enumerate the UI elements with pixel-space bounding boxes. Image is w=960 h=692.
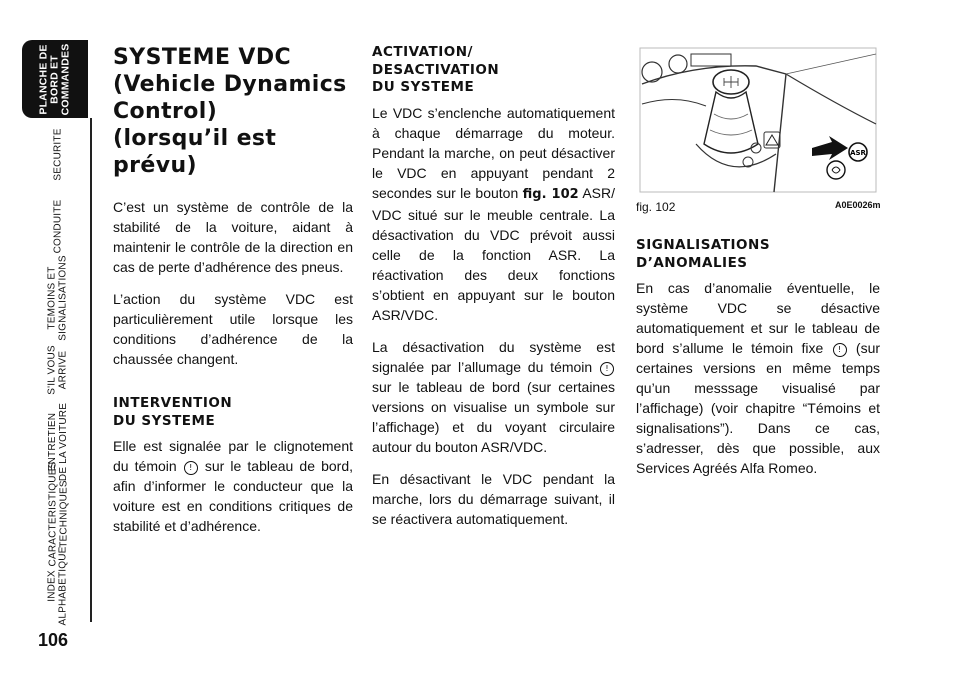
tab-caracteristiques[interactable]: [26, 461, 92, 567]
page-title: [113, 44, 353, 179]
anomaly-paragraph: [636, 278, 880, 478]
heading-line: INTERVENTION: [113, 395, 233, 411]
tab-sil-vous-arrive[interactable]: [26, 334, 92, 406]
heading-line: ACTIVATION/: [372, 44, 473, 60]
text-run: La désactivation du système est signalée par l’allumage du témoin: [372, 338, 615, 375]
text-run: En cas d’anomalie éventuelle, le système VDC se désactive automatiquement et sur le tableau de bord s’allume le témoin fixe: [636, 280, 880, 356]
heading-line: D’ANOMALIES: [636, 254, 748, 271]
column-1: [113, 44, 353, 548]
tab-conduite[interactable]: [26, 190, 92, 262]
text-run: ASR/ VDC situé sur le meuble centrale. La désactivation du VDC prévoit aussi celle de la fonction ASR. La réactivation des deux fonctions s’obtient en appuyant sur le bouton ASR/VDC.: [372, 184, 616, 323]
tab-planche-de-bord[interactable]: [22, 40, 88, 118]
figure-caption: fig. 102: [636, 200, 676, 214]
text-run: (sur certaines versions en même temps qu’un messsage visualisé par l’affichage) (voir chapitre “Témoins et signalisations”). Dans ce cas, s’adresser, dès que possible, aux Services Agréés Alfa Romeo.: [636, 340, 881, 476]
vdc-warning-icon: !: [833, 343, 847, 357]
title-line: Control): [113, 99, 218, 124]
figure-reference[interactable]: fig. 102: [522, 186, 579, 202]
title-line: SYSTEME VDC: [113, 45, 292, 70]
text-run: Le VDC s’enclenche automatiquement à chaque démarrage du moteur. Pendant la marche, on peut désactiver le VDC en appuyant pendant 2 secondes sur le bouton: [372, 104, 615, 201]
tab-temoins[interactable]: [26, 255, 92, 341]
vdc-warning-icon: !: [600, 362, 614, 376]
tab-label: S'IL VOUS ARRIVE: [47, 345, 69, 395]
deactivation-paragraph: [372, 337, 615, 457]
intervention-heading: [113, 395, 353, 430]
intro-paragraph: C’est un système de contrôle de la stabilité de la voiture, aidant à maintenir le contrôle de la direction en cas de perte d’adhérence des pneus.: [113, 199, 353, 275]
figure-102: [636, 44, 880, 196]
console-illustration: [636, 44, 880, 196]
tab-securite[interactable]: [26, 118, 92, 190]
tab-label: TEMOINS ET SIGNALISATIONS: [47, 255, 70, 341]
title-line: (Vehicle Dynamics: [113, 72, 347, 97]
signalisation-heading: [636, 237, 880, 272]
heading-line: DU SYSTEME: [113, 412, 216, 429]
column-2: [372, 44, 615, 541]
heading-line: DU SYSTEME: [372, 79, 475, 95]
text-run: sur le tableau de bord, afin d’informer le conducteur que la voiture est en conditions critiques de stabilité et d’adhérence.: [113, 458, 353, 534]
heading-line: DESACTIVATION: [372, 61, 500, 78]
tab-label: CARACTERISTIQUES TECHNIQUES: [47, 461, 70, 567]
vdc-warning-icon: !: [184, 461, 198, 475]
tab-label: CONDUITE: [52, 199, 64, 253]
column-3: [636, 237, 880, 490]
title-line: (lorsqu’il est prévu): [113, 126, 277, 178]
tab-label: ENTRETIEN DE LA VOITURE: [47, 402, 69, 482]
text-run: Elle est signalée par le clignotement du témoin: [113, 438, 353, 474]
tab-label: PLANCHE DE BORD ET COMMANDES: [37, 43, 72, 115]
activation-paragraph: [372, 103, 615, 325]
heading-line: SIGNALISATIONS: [636, 237, 771, 253]
activation-heading: [372, 44, 615, 97]
intervention-paragraph: [113, 436, 353, 536]
tab-index[interactable]: [26, 546, 92, 626]
reactivation-paragraph: En désactivant le VDC pendant la marche, lors du démarrage suivant, il se réactivera automatiquement.: [372, 470, 615, 527]
page-number: 106: [38, 630, 69, 650]
tab-label: SECURITE: [52, 127, 64, 181]
text-run: sur le tableau de bord (sur certaines versions on visualise un symbole sur l’affichage) et du voyant circulaire autour du bouton ASR/VDC.: [372, 378, 615, 455]
svg-text:ASR: ASR: [850, 149, 866, 157]
chapter-sidebar: [0, 0, 96, 692]
figure-code: A0E0026m: [835, 200, 881, 210]
tab-label: INDEX ALPHABETIQUE: [47, 546, 69, 626]
usage-paragraph: L’action du système VDC est particulièrement utile lorsque les conditions d’adhérence de la chaussée changent.: [113, 291, 353, 367]
